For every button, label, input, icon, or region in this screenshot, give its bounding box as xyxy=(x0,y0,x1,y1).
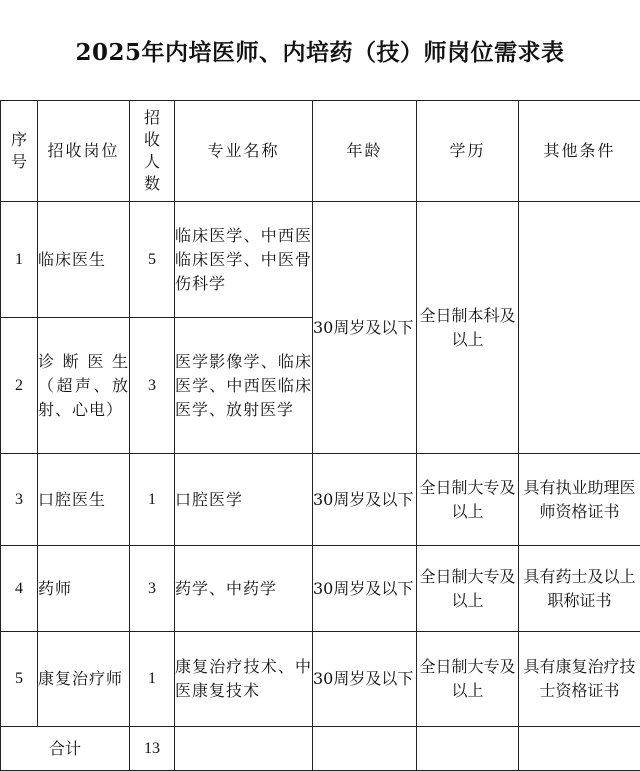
table-header-row xyxy=(1,101,640,202)
row-major: 临床医学、中西医临床医学、中医骨伤科学 xyxy=(175,202,313,318)
row-position: 诊断医生（超声、放射、心电） xyxy=(38,318,130,454)
total-empty-cell xyxy=(313,727,417,771)
total-empty-cell xyxy=(175,727,313,771)
header-major: 专业名称 xyxy=(175,101,313,202)
row-count: 1 xyxy=(130,454,175,546)
row-other: 具有执业助理医师资格证书 xyxy=(519,454,640,546)
row-index: 5 xyxy=(1,632,38,727)
table-row xyxy=(1,632,640,727)
title-bar xyxy=(0,0,640,100)
row-education: 全日制大专及以上 xyxy=(417,632,519,727)
row-education: 全日制大专及以上 xyxy=(417,454,519,546)
row-other: 具有康复治疗技士资格证书 xyxy=(519,632,640,727)
row-major: 医学影像学、临床医学、中西医临床医学、放射医学 xyxy=(175,318,313,454)
header-education: 学历 xyxy=(417,101,519,202)
page-title: 2025年内培医师、内培药（技）师岗位需求表 xyxy=(75,34,564,67)
header-position: 招收岗位 xyxy=(38,101,130,202)
row-index: 2 xyxy=(1,318,38,454)
table-row xyxy=(1,202,640,318)
row-age: 30周岁及以下 xyxy=(313,546,417,632)
position-requirements-table xyxy=(0,100,640,771)
row-major: 口腔医学 xyxy=(175,454,313,546)
row-count: 3 xyxy=(130,318,175,454)
row-position: 药师 xyxy=(38,546,130,632)
row-other: 具有药士及以上职称证书 xyxy=(519,546,640,632)
header-age: 年龄 xyxy=(313,101,417,202)
row-education: 全日制本科及以上 xyxy=(417,202,519,454)
table-row xyxy=(1,546,640,632)
total-empty-cell xyxy=(519,727,640,771)
row-age: 30周岁及以下 xyxy=(313,632,417,727)
row-position: 口腔医生 xyxy=(38,454,130,546)
total-empty-cell xyxy=(417,727,519,771)
row-other xyxy=(519,202,640,454)
table-row xyxy=(1,454,640,546)
row-position: 临床医生 xyxy=(38,202,130,318)
row-index: 1 xyxy=(1,202,38,318)
header-other: 其他条件 xyxy=(519,101,640,202)
row-age: 30周岁及以下 xyxy=(313,202,417,454)
row-age: 30周岁及以下 xyxy=(313,454,417,546)
row-index: 4 xyxy=(1,546,38,632)
header-count: 招收人数 xyxy=(130,101,175,202)
header-index: 序号 xyxy=(1,101,38,202)
row-education: 全日制大专及以上 xyxy=(417,546,519,632)
row-position: 康复治疗师 xyxy=(38,632,130,727)
total-row xyxy=(1,727,640,771)
row-count: 3 xyxy=(130,546,175,632)
row-major: 康复治疗技术、中医康复技术 xyxy=(175,632,313,727)
total-label: 合计 xyxy=(1,727,130,771)
total-count: 13 xyxy=(130,727,175,771)
row-count: 5 xyxy=(130,202,175,318)
row-major: 药学、中药学 xyxy=(175,546,313,632)
row-count: 1 xyxy=(130,632,175,727)
row-index: 3 xyxy=(1,454,38,546)
